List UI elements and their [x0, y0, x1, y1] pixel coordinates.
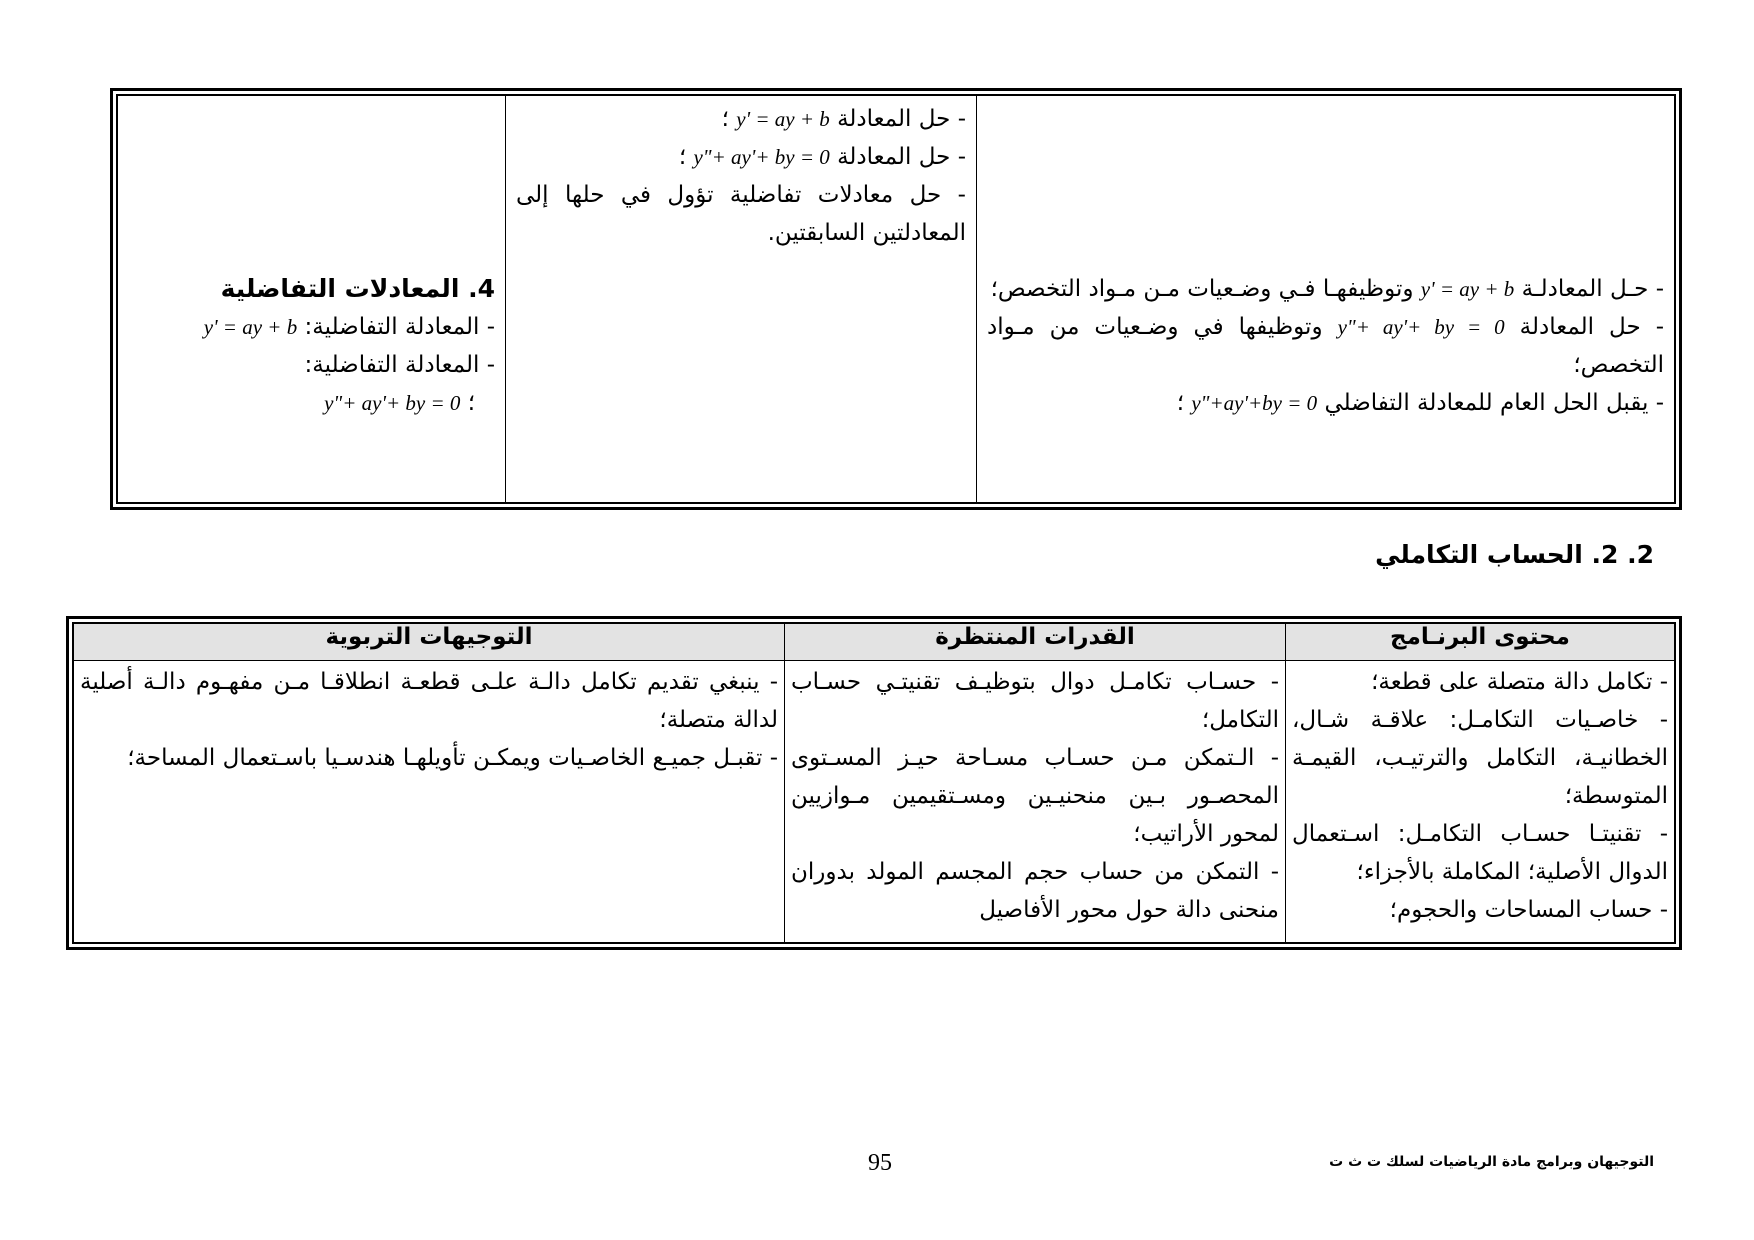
expected-abilities-cell	[785, 661, 1286, 944]
ability-line-3: - حل معادلات تفاضلية تؤول في حلها إلى المعادلتين السابقتين.	[516, 182, 966, 246]
pedagogical-guidance-cell	[977, 95, 1676, 503]
content-line-second-order-eq: ؛ y"+ ay'+ by = 0	[324, 390, 475, 416]
integral-calculus-grid	[72, 622, 1676, 944]
header-expected-abilities: القدرات المنتظرة	[785, 623, 1286, 661]
program-content-cell	[117, 95, 506, 503]
content-line: - تقنيتـا حسـاب التكامـل: اسـتعمال الدوال الأصلية؛ المكاملة بالأجزاء؛	[1292, 821, 1668, 885]
section-heading-differential-equations: 4. المعادلات التفاضلية	[220, 274, 495, 303]
guidance-line: - ينبغي تقديم تكامل دالـة علـى قطعـة انطلاقـا مـن مفهـوم دالـة أصلية لدالة متصلة؛	[80, 669, 778, 733]
differential-equations-grid	[116, 94, 1676, 504]
content-line-first-order: - المعادلة التفاضلية: y' = ay + b	[203, 314, 495, 340]
content-line: - خاصـيات التكامـل: علاقـة شـال، الخطانيـة، التكامل والترتيـب، القيمـة المتوسطة؛	[1292, 707, 1668, 809]
content-line-second-order-label: - المعادلة التفاضلية:	[304, 352, 495, 378]
section-title-integral-calculus: 2. 2. الحساب التكاملي	[1375, 540, 1654, 569]
ability-line: - التمكن من حساب حجم المجسم المولد بدوران منحنى دالة حول محور الأفاصيل	[791, 859, 1279, 923]
pedagogical-guidance-cell	[73, 661, 785, 944]
guidance-line-1: - حـل المعادلـة y' = ay + b وتوظيفهـا فـي وضـعيات مـن مـواد التخصص؛	[990, 276, 1664, 302]
differential-equations-table	[110, 88, 1682, 510]
guidance-line: - تقبـل جميـع الخاصـيات ويمكـن تأويلهـا هندسـيا باسـتعمال المساحة؛	[127, 745, 778, 771]
ability-line: - الـتمكن مـن حسـاب مسـاحة حيـز المسـتوى المحصـور بـين منحنيـين ومسـتقيمين مـوازيين لمحور الأراتيب؛	[791, 745, 1279, 847]
ability-line-2: - حل المعادلة y"+ ay'+ by = 0 ؛	[678, 144, 966, 170]
integral-calculus-table	[66, 616, 1682, 950]
header-pedagogical-guidance: التوجيهات التربوية	[73, 623, 785, 661]
guidance-line-3: - يقبل الحل العام للمعادلة التفاضلي y"+ay'+by = 0 ؛	[1176, 390, 1664, 416]
ability-line: - حسـاب تكامـل دوال بتوظيـف تقنيتـي حسـاب التكامل؛	[791, 669, 1279, 733]
content-line: - حساب المساحات والحجوم؛	[1389, 897, 1668, 923]
expected-abilities-cell	[506, 95, 977, 503]
footer-document-title: التوجيهان وبرامج مادة الرياضيات لسلك ت ث ت	[1329, 1154, 1654, 1170]
table-row	[73, 661, 1675, 944]
table-header-row	[73, 623, 1675, 661]
page-number: 95	[868, 1150, 892, 1176]
header-program-content: محتوى البرنـامج	[1286, 623, 1676, 661]
ability-line-1: - حل المعادلة y' = ay + b ؛	[721, 106, 966, 132]
guidance-line-2: - حل المعادلة y"+ ay'+ by = 0 وتوظيفها في وضـعيات من مـواد التخصص؛	[987, 314, 1665, 378]
content-line: - تكامل دالة متصلة على قطعة؛	[1371, 669, 1668, 695]
program-content-cell	[1286, 661, 1676, 944]
